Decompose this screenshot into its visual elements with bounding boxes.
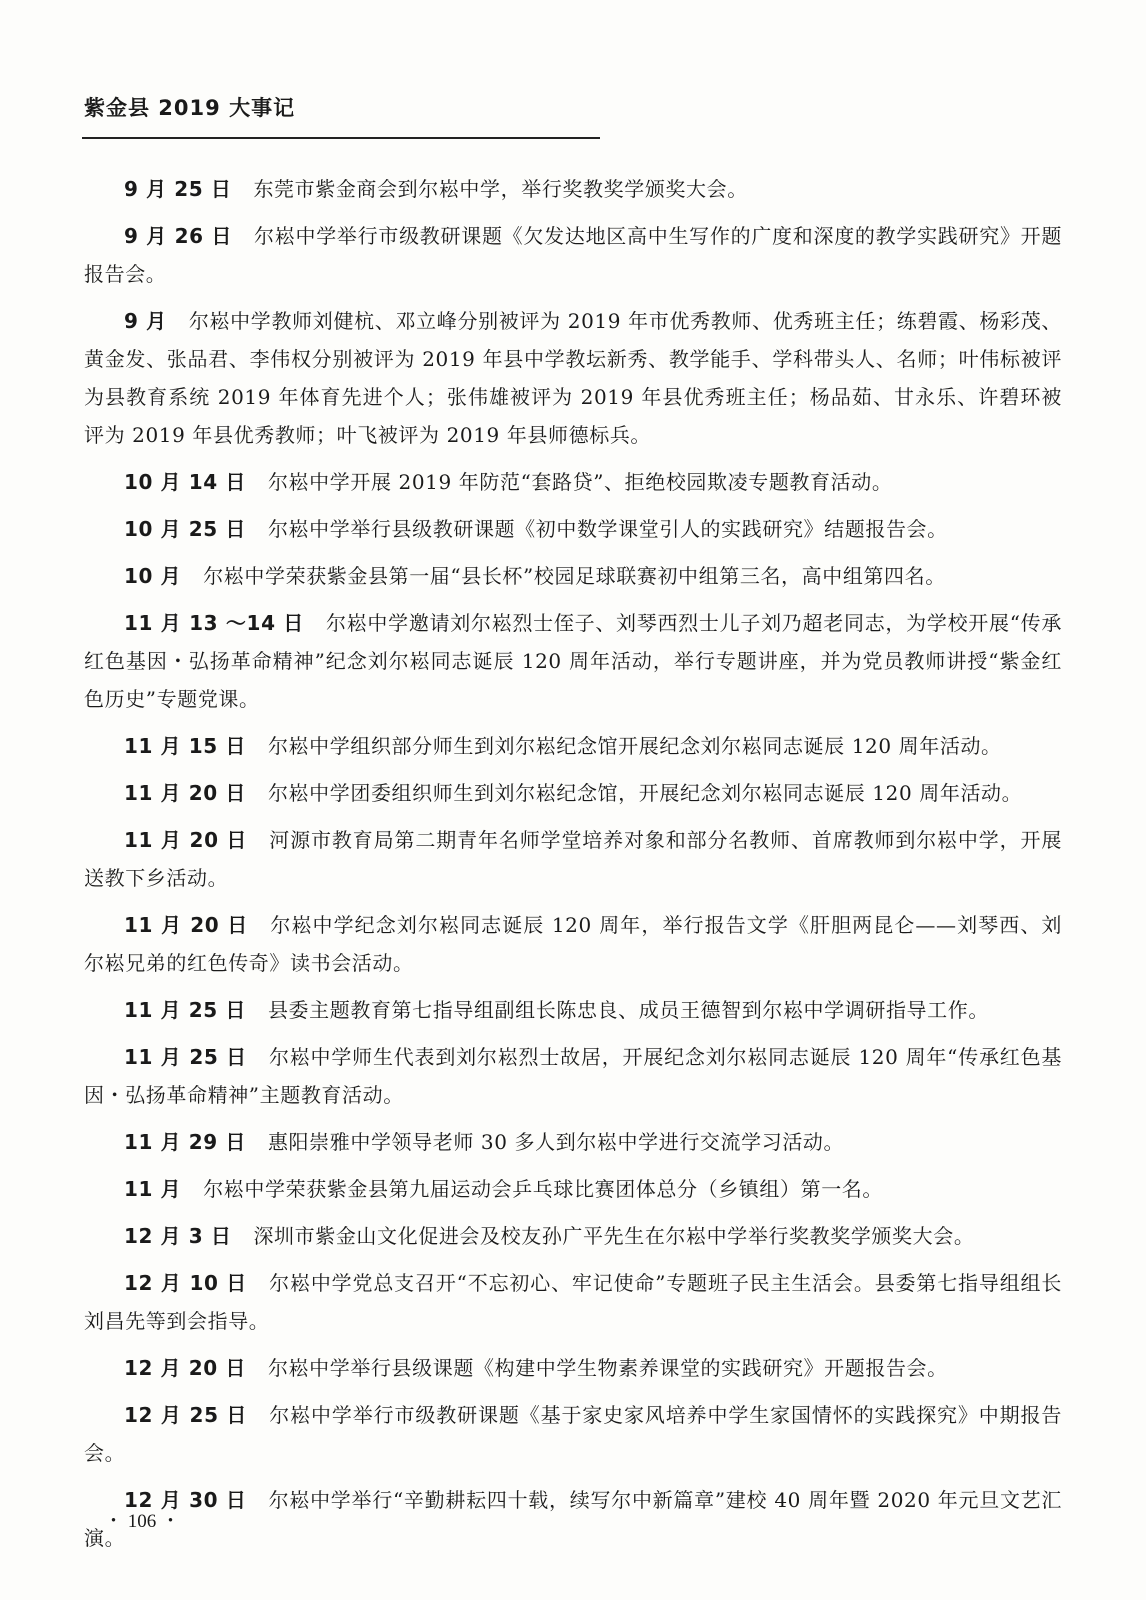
chronicle-entry — [84, 1264, 1062, 1340]
header-divider — [82, 137, 600, 139]
chronicle-entry — [84, 821, 1062, 897]
entry-date: 11 月 20 日 — [124, 828, 248, 852]
chronicle-entry — [84, 302, 1062, 454]
entry-date: 11 月 20 日 — [124, 913, 249, 937]
entry-date: 12 月 10 日 — [124, 1271, 248, 1295]
entry-date: 9 月 — [124, 309, 167, 333]
chronicle-entries — [84, 170, 1062, 1566]
chronicle-entry — [84, 1481, 1062, 1557]
chronicle-entry — [84, 510, 1062, 548]
entry-date: 11 月 15 日 — [124, 734, 246, 758]
entry-date: 11 月 25 日 — [124, 1045, 247, 1069]
chronicle-entry — [84, 604, 1062, 718]
entry-text: 尔崧中学组织部分师生到刘尔崧纪念馆开展纪念刘尔崧同志诞辰 120 周年活动。 — [267, 734, 1002, 758]
chronicle-entry — [84, 1349, 1062, 1387]
entry-text: 尔崧中学师生代表到刘尔崧烈士故居，开展纪念刘尔崧同志诞辰 120 周年“传承红色基因・弘扬革命精神”主题教育活动。 — [84, 1045, 1063, 1107]
entry-text: 尔崧中学举行市级教研课题《欠发达地区高中生写作的广度和深度的教学实践研究》开题报告会。 — [84, 224, 1063, 286]
page-header-title: 紫金县 2019 大事记 — [84, 96, 296, 120]
entry-date: 11 月 29 日 — [124, 1130, 246, 1154]
entry-date: 10 月 25 日 — [124, 517, 246, 541]
entry-date: 9 月 25 日 — [124, 177, 232, 201]
entry-text: 尔崧中学纪念刘尔崧同志诞辰 120 周年，举行报告文学《肝胆两昆仑——刘琴西、刘尔崧兄弟的红色传奇》读书会活动。 — [84, 913, 1063, 975]
entry-text: 尔崧中学荣获紫金县第九届运动会乒乓球比赛团体总分（乡镇组）第一名。 — [203, 1177, 884, 1201]
chronicle-entry — [84, 727, 1062, 765]
entry-date: 10 月 14 日 — [124, 470, 246, 494]
page-number: ・ 106 ・ — [104, 1511, 181, 1532]
chronicle-entry — [84, 774, 1062, 812]
entry-text: 尔崧中学党总支召开“不忘初心、牢记使命”专题班子民主生活会。县委第七指导组组长刘昌先等到会指导。 — [84, 1271, 1062, 1333]
entry-text: 尔崧中学举行县级课题《构建中学生物素养课堂的实践研究》开题报告会。 — [267, 1356, 948, 1380]
chronicle-entry — [84, 1170, 1062, 1208]
entry-text: 尔崧中学开展 2019 年防范“套路贷”、拒绝校园欺凌专题教育活动。 — [267, 470, 893, 494]
entry-text: 河源市教育局第二期青年名师学堂培养对象和部分名教师、首席教师到尔崧中学，开展送教下乡活动。 — [84, 828, 1062, 890]
entry-date: 12 月 30 日 — [124, 1488, 247, 1512]
entry-date: 12 月 25 日 — [124, 1403, 248, 1427]
entry-text: 尔崧中学荣获紫金县第一届“县长杯”校园足球联赛初中组第三名，高中组第四名。 — [203, 564, 946, 588]
entry-date: 11 月 13 ～14 日 — [124, 611, 304, 635]
entry-text: 尔崧中学邀请刘尔崧烈士侄子、刘琴西烈士儿子刘乃超老同志，为学校开展“传承红色基因・弘扬革命精神”纪念刘尔崧同志诞辰 120 周年活动，举行专题讲座，并为党员教师讲授“紫金红色历史”专题党课。 — [84, 611, 1062, 711]
entry-date: 12 月 20 日 — [124, 1356, 246, 1380]
entry-text: 惠阳崇雅中学领导老师 30 多人到尔崧中学进行交流学习活动。 — [267, 1130, 845, 1154]
entry-text: 尔崧中学教师刘健杭、邓立峰分别被评为 2019 年市优秀教师、优秀班主任；练碧霞、杨彩茂、黄金发、张品君、李伟权分别被评为 2019 年县中学教坛新秀、教学能手、学科带头人、名师；叶伟标被评为县教育系统 2019 年体育先进个人；张伟雄被评为 2019 年县优秀班主任；杨品茹、甘永乐、许碧环被评为 2019 年县优秀教师；叶飞被评为 2019 年县师德标兵。 — [84, 309, 1062, 447]
chronicle-entry — [84, 1217, 1062, 1255]
entry-date: 11 月 25 日 — [124, 998, 246, 1022]
chronicle-entry — [84, 991, 1062, 1029]
entry-text: 尔崧中学举行县级教研课题《初中数学课堂引人的实践研究》结题报告会。 — [267, 517, 948, 541]
entry-date: 11 月 — [124, 1177, 182, 1201]
chronicle-entry — [84, 1038, 1062, 1114]
chronicle-entry — [84, 463, 1062, 501]
entry-date: 10 月 — [124, 564, 182, 588]
chronicle-entry — [84, 170, 1062, 208]
entry-date: 12 月 3 日 — [124, 1224, 232, 1248]
entry-text: 尔崧中学团委组织师生到刘尔崧纪念馆，开展纪念刘尔崧同志诞辰 120 周年活动。 — [267, 781, 1023, 805]
entry-date: 11 月 20 日 — [124, 781, 246, 805]
entry-text: 县委主题教育第七指导组副组长陈忠良、成员王德智到尔崧中学调研指导工作。 — [267, 998, 989, 1022]
chronicle-entry — [84, 217, 1062, 293]
entry-text: 东莞市紫金商会到尔崧中学，举行奖教奖学颁奖大会。 — [253, 177, 748, 201]
entry-text: 尔崧中学举行“辛勤耕耘四十载，续写尔中新篇章”建校 40 周年暨 2020 年元旦文艺汇演。 — [84, 1488, 1062, 1550]
chronicle-entry — [84, 906, 1062, 982]
entry-text: 深圳市紫金山文化促进会及校友孙广平先生在尔崧中学举行奖教奖学颁奖大会。 — [253, 1224, 975, 1248]
chronicle-entry — [84, 557, 1062, 595]
chronicle-entry — [84, 1396, 1062, 1472]
chronicle-entry — [84, 1123, 1062, 1161]
entry-date: 9 月 26 日 — [124, 224, 233, 248]
entry-text: 尔崧中学举行市级教研课题《基于家史家风培养中学生家国情怀的实践探究》中期报告会。 — [84, 1403, 1062, 1465]
